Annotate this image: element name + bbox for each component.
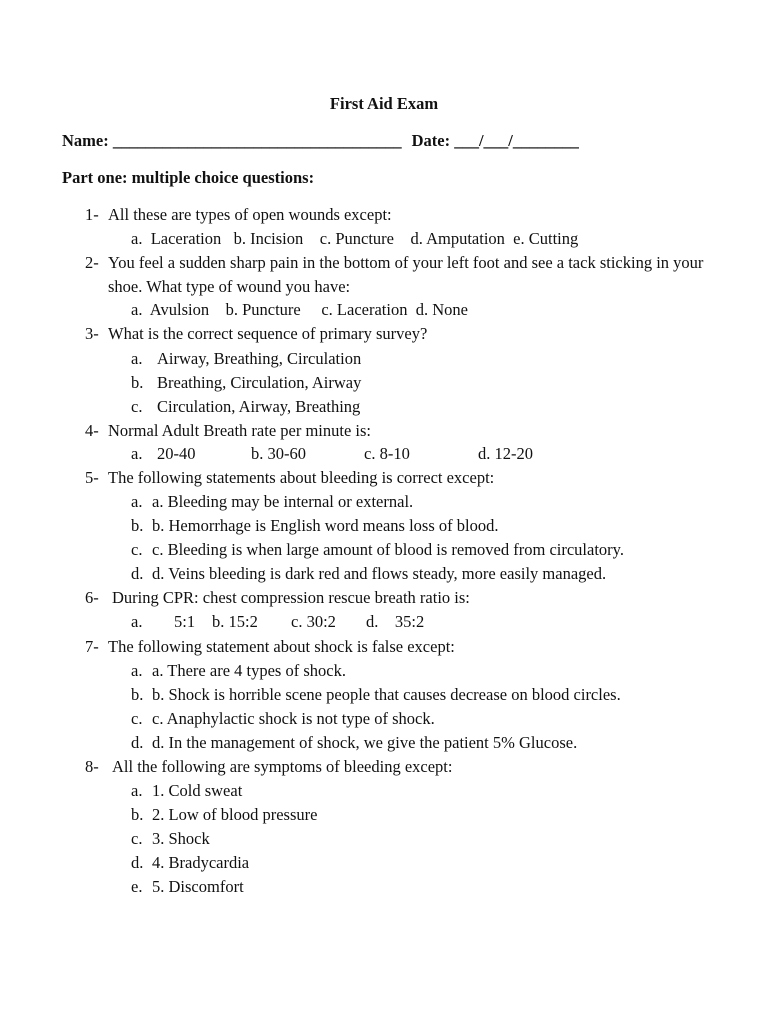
option-text: b. Hemorrhage is English word means loss of blood. — [152, 516, 499, 535]
option-text: 1. Cold sweat — [152, 781, 243, 800]
option-text: d. In the management of shock, we give the patient 5% Glucose. — [152, 733, 578, 752]
option-text: c. 30:2 — [291, 612, 336, 631]
option-letter: a. — [131, 612, 143, 631]
option-text: d. Veins bleeding is dark red and flows steady, more easily managed. — [152, 564, 607, 583]
question-number: 5- — [85, 468, 99, 487]
option-text: Circulation, Airway, Breathing — [157, 397, 361, 416]
option-text: 2. Low of blood pressure — [152, 805, 318, 824]
question-text: What is the correct sequence of primary survey? — [108, 324, 428, 343]
option-text: 4. Bradycardia — [152, 853, 250, 872]
option-letter: c. — [131, 829, 143, 848]
question-number: 3- — [85, 324, 99, 343]
question-text: You feel a sudden sharp pain in the bottom of your left foot and see a tack sticking in your — [108, 253, 704, 272]
name-date-line — [62, 131, 579, 151]
option-letter: a. — [131, 444, 143, 463]
question-number: 6- — [85, 588, 99, 607]
option-letter: a. — [131, 781, 143, 800]
date-field-label: Date: ___/___/________ — [411, 131, 579, 150]
question-text: The following statement about shock is false except: — [108, 637, 455, 656]
option-text: Airway, Breathing, Circulation — [157, 349, 362, 368]
option-text: b. 30-60 — [251, 444, 306, 463]
option-letter: b. — [131, 516, 144, 535]
option-text: d. 12-20 — [478, 444, 533, 463]
option-letter: b. — [131, 685, 144, 704]
option-letter: e. — [131, 877, 143, 896]
question-text: During CPR: chest compression rescue breath ratio is: — [112, 588, 470, 607]
option-text: a. There are 4 types of shock. — [152, 661, 346, 680]
option-text: b. 15:2 — [212, 612, 258, 631]
option-text: 5. Discomfort — [152, 877, 244, 896]
option-letter: d. — [131, 564, 144, 583]
option-text: a. Bleeding may be internal or external. — [152, 492, 414, 511]
option-letter: a. — [131, 349, 143, 368]
exam-title: First Aid Exam — [329, 94, 439, 113]
option-letter: b. — [131, 805, 144, 824]
question-number: 8- — [85, 757, 99, 776]
option-text: c. Bleeding is when large amount of blood is removed from circulatory. — [152, 540, 624, 559]
option-letter: c. — [131, 397, 143, 416]
option-letter: b. — [131, 373, 144, 392]
option-letter: c. — [131, 709, 143, 728]
question-number: 2- — [85, 253, 99, 272]
option-text: d. 35:2 — [366, 612, 425, 631]
option-text: b. Shock is horrible scene people that causes decrease on blood circles. — [152, 685, 621, 704]
option-text: 5:1 — [174, 612, 196, 631]
option-letter: d. — [131, 733, 144, 752]
question-number: 1- — [85, 205, 99, 224]
option-text: 20-40 — [157, 444, 196, 463]
name-field-label: Name: ___________________________________ — [62, 131, 402, 150]
question-options: a. Laceration b. Incision c. Puncture d. Amputation e. Cutting — [131, 229, 579, 248]
option-text: 3. Shock — [152, 829, 210, 848]
option-text: c. Anaphylactic shock is not type of shock. — [152, 709, 435, 728]
option-letter: c. — [131, 540, 143, 559]
question-text: Normal Adult Breath rate per minute is: — [108, 421, 372, 440]
question-number: 7- — [85, 637, 99, 656]
option-letter: a. — [131, 661, 143, 680]
part-heading: Part one: multiple choice questions: — [62, 168, 315, 187]
option-letter: a. — [131, 492, 143, 511]
question-number: 4- — [85, 421, 99, 440]
question-text-continued: shoe. What type of wound you have: — [108, 277, 351, 296]
option-text: c. 8-10 — [364, 444, 410, 463]
option-text: Breathing, Circulation, Airway — [157, 373, 362, 392]
question-options: a. Avulsion b. Puncture c. Laceration d. None — [131, 300, 468, 319]
question-text: All the following are symptoms of bleeding except: — [112, 757, 453, 776]
option-letter: d. — [131, 853, 144, 872]
question-text: All these are types of open wounds except: — [108, 205, 392, 224]
question-text: The following statements about bleeding is correct except: — [108, 468, 495, 487]
